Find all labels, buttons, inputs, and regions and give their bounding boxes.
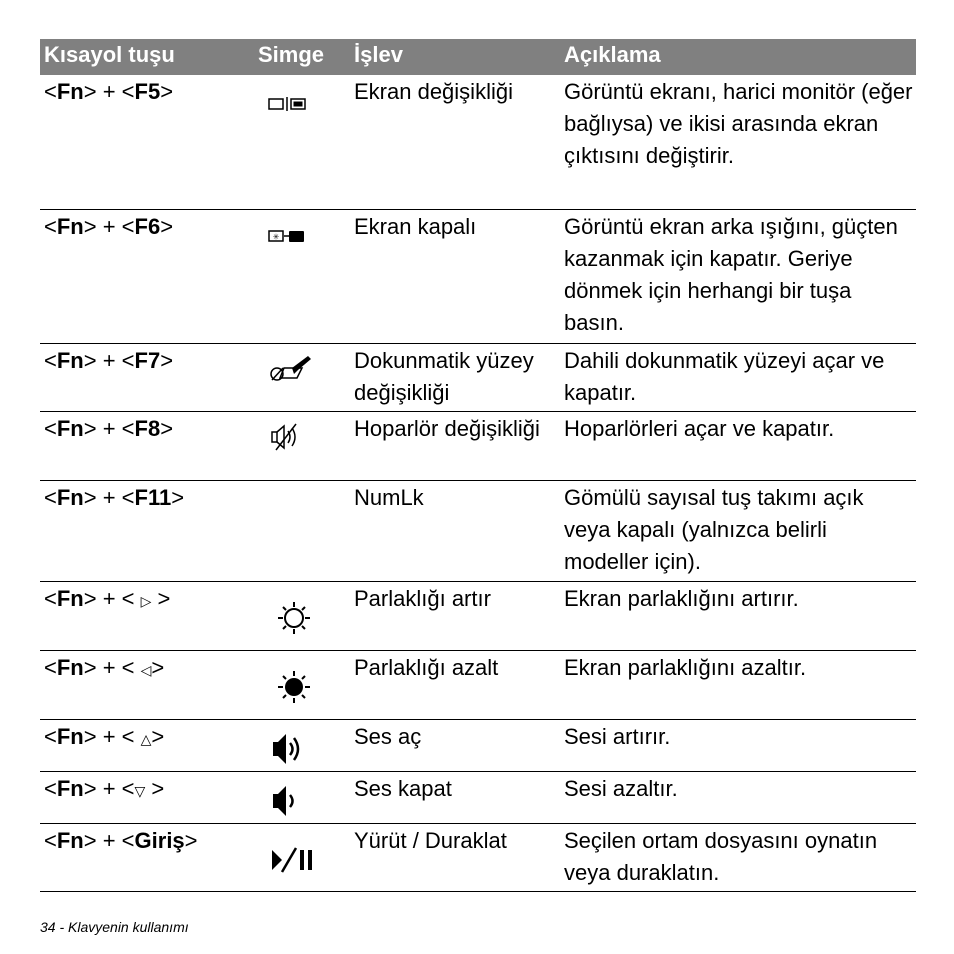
function-description: Dahili dokunmatik yüzeyi açar ve kapatır. <box>564 348 885 405</box>
header-icon: Simge <box>258 42 325 67</box>
shortcut-key: <Fn> + < ▷ > <box>44 586 171 611</box>
table-bottom-rule <box>40 891 916 892</box>
function-description: Sesi azaltır. <box>564 776 678 801</box>
brightness-up-icon <box>264 582 324 642</box>
touchpad-toggle-icon <box>264 344 324 404</box>
function-description: Görüntü ekran arka ışığını, güçten kazanmak için kapatır. Geriye dönmek için herhangi bir tuşa basın. <box>564 214 898 335</box>
table-row <box>40 209 916 343</box>
shortcut-key: <Fn> + <F11> <box>44 485 185 510</box>
function-name: NumLk <box>354 485 424 510</box>
shortcut-key: <Fn> + <F5> <box>44 79 174 104</box>
table-row <box>40 581 916 650</box>
header-shortcut: Kısayol tuşu <box>44 42 175 67</box>
table-row <box>40 480 916 581</box>
shortcut-table <box>40 39 916 893</box>
screen-off-icon <box>264 210 324 270</box>
header-function: İşlev <box>354 42 403 67</box>
table-row <box>40 719 916 771</box>
function-name: Yürüt / Duraklat <box>354 828 507 853</box>
function-name: Ses aç <box>354 724 422 749</box>
function-name: Ses kapat <box>354 776 452 801</box>
table-header <box>40 39 916 75</box>
function-description: Sesi artırır. <box>564 724 671 749</box>
function-description: Ekran parlaklığını azaltır. <box>564 655 807 680</box>
function-description: Gömülü sayısal tuş takımı açık veya kapalı (yalnızca belirli modeller için). <box>564 485 864 574</box>
function-description: Ekran parlaklığını artırır. <box>564 586 799 611</box>
table-row <box>40 650 916 719</box>
display-toggle-icon <box>264 75 324 135</box>
shortcut-key: <Fn> + <▽ > <box>44 776 165 801</box>
page-footer: 34 - Klavyenin kullanımı <box>40 919 189 935</box>
table-row <box>40 411 916 480</box>
function-name: Parlaklığı azalt <box>354 655 499 680</box>
shortcut-key: <Fn> + <F7> <box>44 348 174 373</box>
function-description: Hoparlörleri açar ve kapatır. <box>564 416 835 441</box>
header-description: Açıklama <box>564 42 661 67</box>
shortcut-key: <Fn> + < △> <box>44 724 165 749</box>
function-name: Hoparlör değişikliği <box>354 416 540 441</box>
shortcut-key: <Fn> + < ◁> <box>44 655 165 680</box>
speaker-mute-icon <box>264 412 324 472</box>
table-row <box>40 771 916 823</box>
function-name: Parlaklığı artır <box>354 586 491 611</box>
function-name: Ekran kapalı <box>354 214 477 239</box>
brightness-down-icon <box>264 651 324 711</box>
table-row <box>40 823 916 893</box>
play-pause-icon <box>264 824 324 884</box>
function-description: Görüntü ekranı, harici monitör (eğer bağlıysa) ve ikisi arasında ekran çıktısını değiştirir. <box>564 79 913 168</box>
table-row <box>40 75 916 209</box>
shortcut-key: <Fn> + <F8> <box>44 416 174 441</box>
function-name: Dokunmatik yüzey değişikliği <box>354 348 534 405</box>
shortcut-key: <Fn> + <F6> <box>44 214 174 239</box>
function-name: Ekran değişikliği <box>354 79 513 104</box>
table-row <box>40 343 916 411</box>
shortcut-key: <Fn> + <Giriş> <box>44 828 198 853</box>
svg-text:✳: ✳ <box>272 232 280 242</box>
function-description: Seçilen ortam dosyasını oynatın veya duraklatın. <box>564 828 878 885</box>
